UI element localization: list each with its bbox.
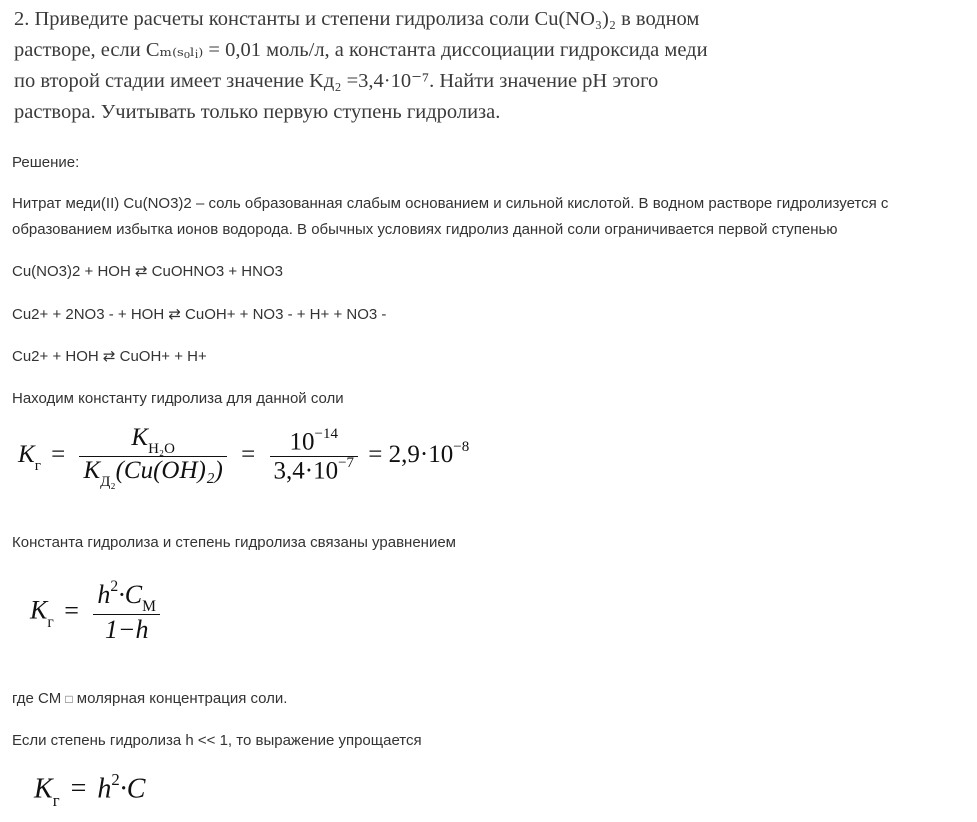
formula2-numerator: [93, 580, 160, 614]
formula2-lhs: K: [30, 595, 48, 625]
problem-line-1: 2. Приведите расчеты константы и степени гидролиза соли Cu(NO₃)₂ в водном: [14, 8, 700, 30]
problem-line-3: по второй стадии имеет значение Kд₂ =3,4·10⁻⁷. Найти значение pH этого: [14, 70, 659, 92]
formula2-num-sub: M: [142, 598, 156, 616]
formula1-numerator-1: [79, 424, 226, 456]
formula1-den1-k: K: [83, 457, 101, 484]
formula1-fraction-2: [270, 425, 359, 486]
intro-line-1: Нитрат меди(II) Cu(NO3)2 – соль образованная слабым основанием и сильной кислотой. В водном растворе гидролизуется с: [12, 195, 889, 212]
formula1-num1-k: K: [131, 424, 149, 451]
intro-paragraph: [12, 191, 972, 243]
formula1-result-sup: −8: [453, 438, 470, 455]
formula3-lhs: K: [34, 773, 53, 805]
formula3-rhs: h: [97, 773, 112, 805]
solution-label: Решение:: [12, 154, 80, 171]
formula1-den2: 3,4·10: [273, 457, 339, 485]
formula1-den1-sub: Д₂: [100, 474, 116, 490]
formula3-rhs-sup: 2: [111, 770, 120, 789]
formula2-num-mid: ·C: [118, 580, 143, 609]
equation-full-ionic: Cu2+ + 2NO3 - + HOH ⇄ CuOH+ + NO3 - + H+ + NO3 -: [12, 306, 387, 323]
formula2-den: 1−h: [104, 615, 149, 645]
formula1-numerator-2: [270, 425, 359, 456]
problem-line-4: раствора. Учитывать только первую ступень гидролиза.: [14, 101, 501, 123]
problem-line-2: растворе, если Cₘ₍ₛₒₗᵢ₎ = 0,01 моль/л, а константа диссоциации гидроксида меди: [14, 39, 708, 61]
formula2-fraction: [93, 580, 160, 645]
simplified-formula: [34, 772, 145, 809]
formula1-num2: 10: [289, 428, 315, 455]
formula1-fraction-1: [79, 424, 226, 489]
intro-line-2: образованием избытка ионов водорода. В обычных условиях гидролиз данной соли ограничивается первой ступенью: [12, 221, 838, 238]
formula3-rhs-tail: ·C: [119, 773, 146, 805]
simplify-text: Если степень гидролиза h << 1, то выражение упрощается: [12, 732, 422, 749]
formula1-result: = 2,9·10: [368, 441, 454, 469]
relation-text: Константа гидролиза и степень гидролиза связаны уравнением: [12, 534, 456, 551]
hydrolysis-constant-formula: [18, 424, 469, 489]
formula1-denominator-1: [79, 457, 226, 489]
formula1-num2-sup: −14: [314, 425, 338, 442]
formula1-eq-1: =: [51, 441, 66, 469]
equation-short-ionic: Cu2+ + HOH ⇄ CuOH+ + H+: [12, 348, 207, 365]
find-constant-text: Находим константу гидролиза для данной соли: [12, 390, 344, 407]
formula3-eq: =: [70, 773, 87, 805]
formula1-den1-rest: (Cu(OH)₂): [115, 457, 223, 484]
equation-molecular: Cu(NO3)2 + HOH ⇄ CuOHNO3 + HNO3: [12, 263, 283, 280]
formula2-lhs-sub: г: [47, 613, 54, 631]
formula2-denominator: [93, 615, 160, 645]
missing-glyph-box: □: [65, 692, 73, 706]
formula1-num1-sub: H₂O: [148, 441, 175, 457]
formula2-num-h: h: [97, 580, 111, 609]
formula3-lhs-sub: г: [52, 790, 60, 810]
formula1-denominator-2: [270, 457, 359, 485]
formula2-num-sup: 2: [110, 578, 119, 596]
problem-statement: [14, 4, 814, 128]
formula1-den2-sup: −7: [338, 455, 355, 471]
formula1-eq-2: =: [241, 441, 256, 469]
formula2-eq: =: [64, 595, 79, 625]
hydrolysis-degree-formula: [30, 580, 164, 645]
where-text-content: где СМ □ молярная концентрация соли.: [12, 690, 288, 707]
formula1-lhs-sub: г: [34, 458, 41, 475]
where-text: [12, 686, 287, 712]
formula1-lhs: K: [18, 441, 35, 469]
